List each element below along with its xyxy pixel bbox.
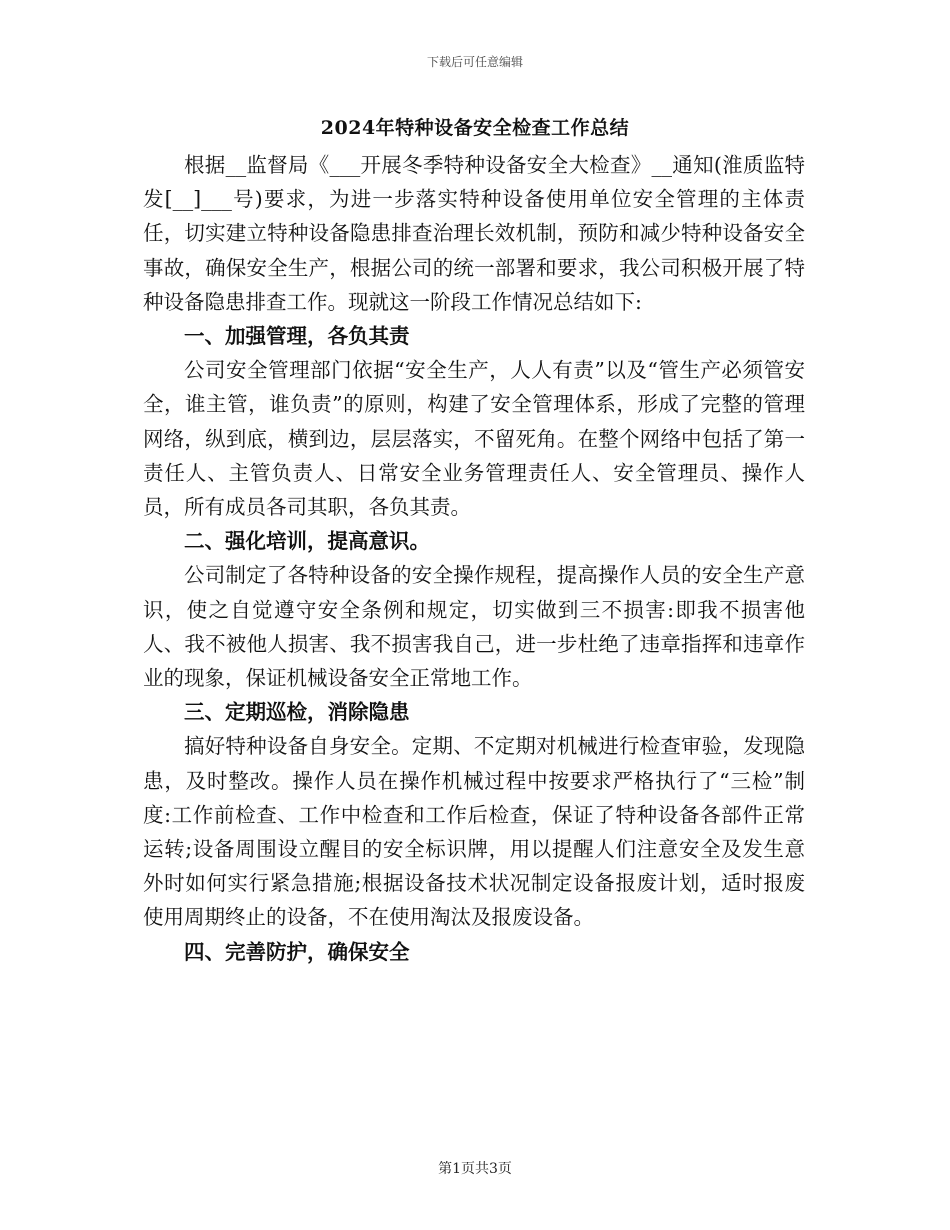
section-paragraph-3: 搞好特种设备自身安全。定期、不定期对机械进行检查审验，发现隐患，及时整改。操作人员在操作机械过程中按要求严格执行了“三检”制度:工作前检查、工作中检查和工作后检查，保证了特种设备各部件正常运转;设备周围设立醒目的安全标识牌，用以提醒人们注意安全及发生意外时如何实行紧急措施;根据设备技术状况制定设备报废计划，适时报废使用周期终止的设备，不在使用淘汰及报废设备。 — [143, 734, 805, 930]
section-paragraph-2: 公司制定了各特种设备的安全操作规程，提高操作人员的安全生产意识，使之自觉遵守安全条例和规定，切实做到三不损害:即我不损害他人、我不被他人损害、我不损害我自己，进一步杜绝了违章指挥和违章作业的现象，保证机械设备安全正常地工作。 — [143, 563, 805, 691]
section-heading-1: 一、加强管理，各负其责 — [184, 324, 410, 349]
document-title: 2024年特种设备安全检查工作总结 — [320, 117, 630, 139]
header-note: 下载后可任意编辑 — [426, 55, 523, 69]
intro-paragraph: 根据__监督局《___开展冬季特种设备安全大检查》__通知(淮质监特发[__]___号)要求，为进一步落实特种设备使用单位安全管理的主体责任，切实建立特种设备隐患排查治理长效机制，预防和减少特种设备安全事故，确保安全生产，根据公司的统一部署和要求，我公司积极开展了特种设备隐患排查工作。现就这一阶段工作情况总结如下: — [143, 153, 805, 314]
document-body — [143, 148, 805, 969]
section-paragraph-1: 公司安全管理部门依据“安全生产，人人有责”以及“管生产必须管安全，谁主管，谁负责”的原则，构建了安全管理体系，形成了完整的管理网络，纵到底，横到边，层层落实，不留死角。在整个网络中包括了第一责任人、主管负责人、日常安全业务管理责任人、安全管理员、操作人员，所有成员各司其职，各负其责。 — [143, 358, 805, 520]
section-heading-2: 二、强化培训，提高意识。 — [184, 529, 430, 554]
section-heading-4: 四、完善防护，确保安全 — [184, 939, 410, 964]
page-number-footer: 第1页共3页 — [438, 1161, 512, 1177]
section-heading-3: 三、定期巡检，消除隐患 — [184, 700, 410, 725]
